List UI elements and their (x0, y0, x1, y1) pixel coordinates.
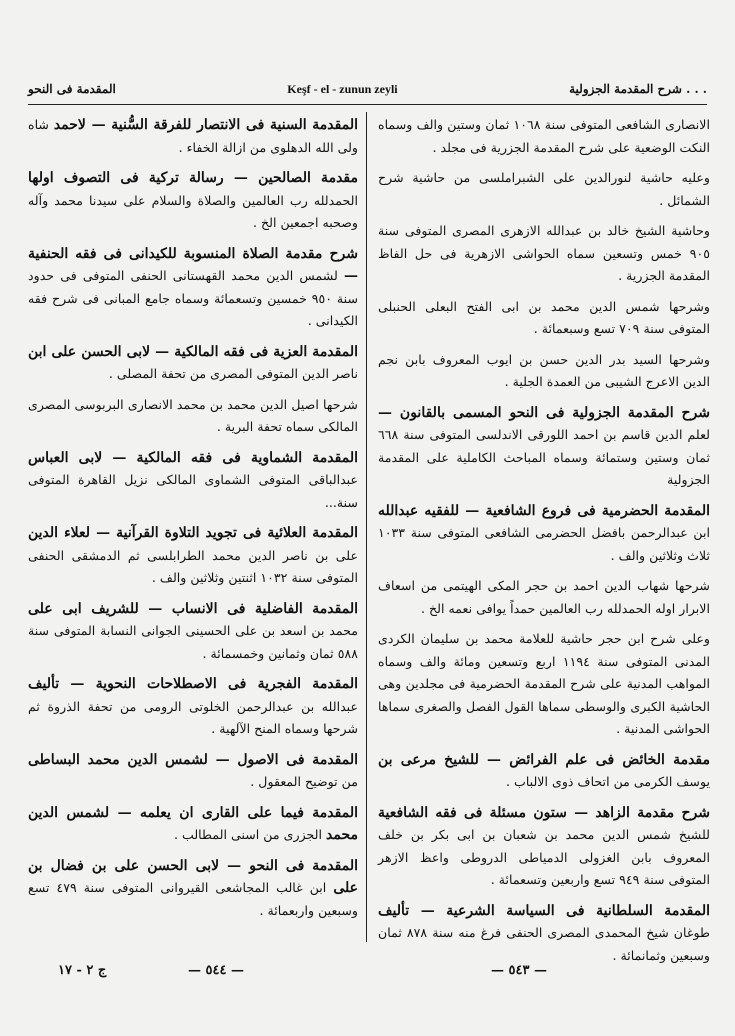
entry-title: المقدمة الفجرية فى الاصطلاحات النحوية — تأليف (28, 676, 358, 692)
page-number-left: — ٥٤٤ — (188, 962, 245, 978)
entry-text: عبدالله بن عبدالرحمن الخلوتى الرومى من تحفة الذروة ثم شرحها وسماه المنح الآلهية . (28, 698, 358, 736)
bibliography-entry (28, 447, 358, 515)
bibliography-entry (28, 243, 358, 333)
bibliography-entry (28, 341, 358, 386)
entry-title: شرح مقدمة الزاهد — ستون مسئلة فى فقه الشافعية (378, 804, 710, 821)
bibliography-entry (378, 749, 710, 794)
entry-text: على بن ناصر الدين محمد الطرابلسى ثم الدمشقى الحنفى المتوفى سنة ١٠٣٢ اثنتين وثلاثين والف . (28, 547, 358, 585)
right-column (378, 114, 710, 975)
entry-text: طوغان شيخ المحمدى المصرى الحنفى فرغ منه سنة ٨٧٨ ثمان وسبعين وثمانمائة . (378, 925, 710, 963)
entry-title: المقدمة الفاضلية فى الانساب — للشريف ابى على (28, 600, 358, 617)
bibliography-entry (28, 598, 358, 666)
column-divider (366, 112, 367, 942)
entry-text: عبدالباقى المتوفى الشماوى المالكى نزيل القاهرة المتوفى سنة... (28, 472, 358, 510)
entry-title: المقدمة الحضرمية فى فروع الشافعية — للفقيه عبدالله (378, 502, 710, 519)
entry-title: المقدمة السنية فى الانتصار للفرقة السُّنية — لاحمد (53, 117, 358, 133)
entry-text: ابن عبدالرحمن بافضل الحضرمى الشافعى المتوفى سنة ١٠٣٣ ثلاث وثلاثين والف . (378, 525, 710, 563)
entry-text: شرحها شهاب الدين احمد بن حجر المكى الهيتمى من اسعاف الابرار اوله الحمدلله رب العالمين حمداً يوافى نعمه الخ . (378, 578, 710, 616)
entry-title: المقدمة العلائية فى تجويد التلاوة القرآنية — لعلاء الدين (28, 525, 358, 541)
page-number-right: — ٥٤٣ — (490, 962, 547, 978)
bibliography-entry (378, 349, 710, 394)
entry-title: المقدمة السلطانية فى السياسة الشرعية — تأليف (378, 902, 710, 919)
bibliography-entry (378, 220, 710, 288)
entry-text: ابن غالب المجاشعى القيروانى المتوفى سنة ٤٧٩ تسع وسبعين واربعمائة . (28, 880, 358, 918)
entry-text: الحمدلله رب العالمين والصلاة والسلام على سيدنا محمد وآله وصحبه اجمعين الخ . (28, 192, 358, 230)
bibliography-entry (378, 500, 710, 568)
entry-text: شاه ولى الله الدهلوى من ازالة الخفاء . (28, 117, 358, 155)
entry-text: الانصارى الشافعى المتوفى سنة ١٠٦٨ ثمان وستين والف وسماه النكت الوضعية على شرح المقدمة الجزرية فى مجلد . (378, 117, 710, 155)
entry-text: الجزرى من اسنى المطالب . (173, 827, 322, 842)
entry-title: شرح المقدمة الجزولية فى النحو المسمى بالقانون — (378, 404, 710, 421)
running-header (28, 78, 707, 100)
bibliography-entry (378, 575, 710, 620)
header-center: Keşf - el - zunun zeyli (287, 81, 398, 96)
entry-title: المقدمة الشماوية فى فقه المالكية — لابى العباس (28, 449, 358, 466)
entry-text: لشمس الدين محمد القهستانى الحنفى المتوفى فى حدود سنة ٩٥٠ خمسين وتسعمائة وسماه جامع المبانى فى شرح فقه الكيدانى . (28, 268, 359, 328)
entry-title: المقدمة العزية فى فقه المالكية — لابى الحسن على ابن (28, 343, 358, 360)
entry-text: وشرحها السيد بدر الدين حسن بن ايوب المعروف بابن نجم الدين الاعرج الشيبى من العمدة الجلية . (378, 351, 710, 389)
entry-text: للشيخ شمس الدين محمد بن شعبان بن ابى بكر بن خلف المعروف بابن الغزولى الدمياطى الدروطى واعظ الازهر المتوفى سنة ٩٤٩ تسع واربعين وتسعمائة . (378, 827, 710, 887)
bibliography-entry (378, 628, 710, 741)
page-footer (28, 958, 707, 982)
bibliography-entry (378, 802, 710, 892)
entry-text: محمد بن اسعد بن على الحسينى الجوانى النسابة المتوفى سنة ٥٨٨ ثمان وثمانين وخمسمائة . (28, 623, 358, 661)
entry-title: المقدمة فيما على القارى ان يعلمه — لشمس الدين محمد (28, 804, 358, 843)
entry-text: لعلم الدين قاسم بن احمد اللورقى الاندلسى المتوفى سنة ٦٦٨ ثمان وستين وستمائة وسماه المباحث الكاملية على المقدمة الجزولية (378, 427, 710, 487)
entry-text: ناصر الدين المتوفى المصرى من تحفة المصلى . (108, 366, 358, 381)
entry-title: مقدمة الصالحين — رسالة تركية فى التصوف اولها (28, 170, 358, 186)
entry-text: وحاشية الشيخ خالد بن عبدالله الازهرى المصرى المتوفى سنة ٩٠٥ خمس وتسعين سماه الحواشى الازهرية فى حل الفاظ المقدمة الجزرية . (378, 223, 710, 283)
bibliography-entry (28, 749, 358, 794)
bibliography-entry (378, 900, 710, 968)
bibliography-entry (378, 402, 710, 492)
entry-text: يوسف الكرمى من اتحاف ذوى الالباب . (505, 774, 710, 789)
header-right: شرح المقدمة الجزولية . . . (569, 82, 707, 96)
entry-title: مقدمة الخائض فى علم الفرائض — للشيخ مرعى بن (378, 751, 710, 768)
header-rule (28, 104, 707, 105)
bibliography-entry (28, 855, 358, 923)
entry-title: المقدمة فى الاصول — لشمس الدين محمد البساطى (28, 751, 358, 768)
entry-text: وشرحها شمس الدين محمد بن ابى الفتح البعلى الحنبلى المتوفى سنة ٧٠٩ تسع وسبعمائة . (378, 298, 710, 336)
entry-text: وعليه حاشية لنورالدين على الشبراملسى من حاشية شرح الشمائل . (378, 170, 710, 208)
bibliography-entry (28, 802, 358, 847)
entry-text: وعلى شرح ابن حجر حاشية للعلامة محمد بن سليمان الكردى المدنى المتوفى سنة ١١٩٤ اربع وتسعين ومائة والف وسماه المواهب المدنية على شرح المقدمة الحضرمية فى مجلدين وهى الحاشية الكبرى والوسطى سماها القول الفصل والصغرى سماها الحواشى المدنية . (378, 631, 710, 736)
entry-title: شرح مقدمة الصلاة المنسوبة للكيدانى فى فقه الحنفية — (28, 245, 358, 284)
left-column (28, 114, 358, 930)
bibliography-entry (28, 673, 358, 741)
header-left: المقدمة فى النحو (28, 82, 116, 96)
bibliography-entry (378, 167, 710, 212)
entry-title: المقدمة فى النحو — لابى الحسن على بن فضال بن على (28, 857, 358, 896)
bibliography-entry (28, 167, 358, 235)
signature-mark: ج ٢ - ١٧ (58, 962, 107, 978)
bibliography-entry (378, 114, 710, 159)
entry-text: شرحها اصيل الدين محمد بن محمد الانصارى البربوسى المصرى المالكى سماه تحفة البرية . (28, 396, 358, 434)
bibliography-entry (28, 394, 358, 439)
bibliography-entry (28, 522, 358, 590)
entry-text: من توضيح المعقول . (250, 774, 358, 789)
bibliography-entry (28, 114, 358, 159)
bibliography-entry (378, 296, 710, 341)
